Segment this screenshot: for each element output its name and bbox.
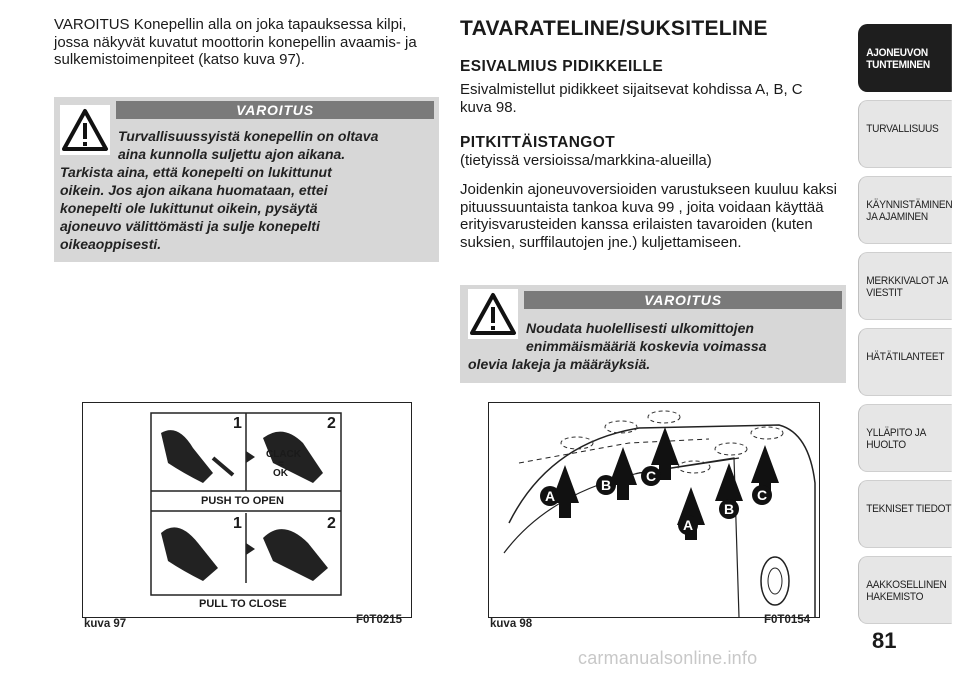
warning-line: olevia lakeja ja määräyksiä. bbox=[468, 356, 651, 372]
tab-starting-driving[interactable]: KÄYNNISTÄMINEN JA AJAMINEN bbox=[858, 176, 952, 244]
clack-label: CLACK bbox=[266, 449, 301, 460]
figure-code: F0T0154 bbox=[764, 614, 811, 626]
warning-line: oikein. Jos ajon aikana huomataan, ettei bbox=[60, 182, 328, 198]
warning-box-hood bbox=[54, 97, 439, 262]
tab-technical-data[interactable]: TEKNISET TIEDOT bbox=[858, 480, 952, 548]
warning-line: Tarkista aina, että konepelti on lukittunut bbox=[60, 164, 332, 180]
step-number: 2 bbox=[327, 515, 336, 532]
warning-box-dimensions bbox=[460, 285, 846, 383]
warning-line: konepelti ole lukittunut oikein, pysäytä bbox=[60, 200, 318, 216]
figure-caption: kuva 97 bbox=[84, 618, 127, 630]
push-to-open-label: PUSH TO OPEN bbox=[201, 495, 284, 507]
tab-vehicle-knowledge[interactable]: AJONEUVON TUNTEMINEN bbox=[858, 24, 952, 92]
watermark: carmanualsonline.info bbox=[578, 648, 758, 668]
figure-code: F0T0215 bbox=[356, 614, 403, 626]
step-number: 2 bbox=[327, 415, 336, 432]
pull-to-close-label: PULL TO CLOSE bbox=[199, 598, 287, 610]
figure-hood-label bbox=[82, 402, 412, 618]
warning-text bbox=[468, 319, 840, 373]
page-number: 81 bbox=[872, 628, 897, 653]
step-number: 1 bbox=[233, 515, 242, 532]
mount-marker-b: B bbox=[596, 475, 616, 495]
hood-label-illustration bbox=[83, 403, 411, 617]
step-number: 1 bbox=[233, 415, 242, 432]
mount-marker-c: C bbox=[641, 466, 661, 486]
equals-label: = bbox=[278, 459, 284, 470]
tab-index[interactable]: AAKKOSELLINEN HAKEMISTO bbox=[858, 556, 952, 624]
warning-title-bar: VAROITUS bbox=[524, 291, 842, 309]
figure-roof-mounts bbox=[488, 402, 820, 618]
warning-line: Noudata huolellisesti ulkomittojen bbox=[526, 320, 754, 336]
ok-label: OK bbox=[273, 468, 288, 479]
warning-text bbox=[60, 127, 432, 253]
warning-line: ajoneuvo välittömästi ja sulje konepelti bbox=[60, 218, 320, 234]
tab-safety[interactable]: TURVALLISUUS bbox=[858, 100, 952, 168]
chapter-tabs bbox=[858, 24, 960, 632]
warning-line: Turvallisuussyistä konepellin on oltava bbox=[118, 128, 379, 144]
subheading-preparation: ESIVALMIUS PIDIKKEILLE bbox=[460, 57, 664, 75]
section-heading: TAVARATELINE/SUKSITELINE bbox=[460, 17, 768, 40]
tab-emergency[interactable]: HÄTÄTILANTEET bbox=[858, 328, 952, 396]
mount-marker-b: B bbox=[719, 499, 739, 519]
tab-warning-lights[interactable]: MERKKIVALOT JA VIESTIT bbox=[858, 252, 952, 320]
warning-line: enimmäismääriä koskevia voimassa bbox=[526, 338, 767, 354]
intro-paragraph: VAROITUS Konepellin alla on joka tapauksessa kilpi, jossa näkyvät kuvatut moottorin konepellin avaamis- ja sulkemistoimenpiteet (katso kuva 97). bbox=[54, 16, 417, 68]
warning-line: oikeaoppisesti. bbox=[60, 236, 162, 252]
tab-maintenance[interactable]: YLLÄPITO JA HUOLTO bbox=[858, 404, 952, 472]
warning-line: aina kunnolla suljettu ajon aikana. bbox=[118, 146, 346, 162]
left-column bbox=[54, 16, 439, 69]
availability-note: (tietyissä versioissa/markkina-alueilla) bbox=[460, 151, 712, 169]
mount-marker-a: A bbox=[540, 486, 560, 506]
paragraph-bars: Joidenkin ajoneuvoversioiden varustukseen kuuluu kaksi pituussuuntaista tankoa kuva 99 , joita voidaan käyttää erityisvarusteiden kanssa erilaisten tavaroiden (kuten suksien, surffilautojen jne.) kuljettamiseen. bbox=[460, 181, 837, 251]
mount-marker-a: A bbox=[678, 515, 698, 535]
warning-title-bar: VAROITUS bbox=[116, 101, 434, 119]
right-column bbox=[460, 16, 850, 251]
van-roof-illustration bbox=[489, 403, 819, 617]
mount-marker-c: C bbox=[752, 485, 772, 505]
figure-caption: kuva 98 bbox=[490, 618, 533, 630]
subheading-longitudinal-bars: PITKITTÄISTANGOT bbox=[460, 134, 616, 151]
paragraph-preparation: Esivalmistellut pidikkeet sijaitsevat kohdissa A, B, C kuva 98. bbox=[460, 81, 803, 116]
